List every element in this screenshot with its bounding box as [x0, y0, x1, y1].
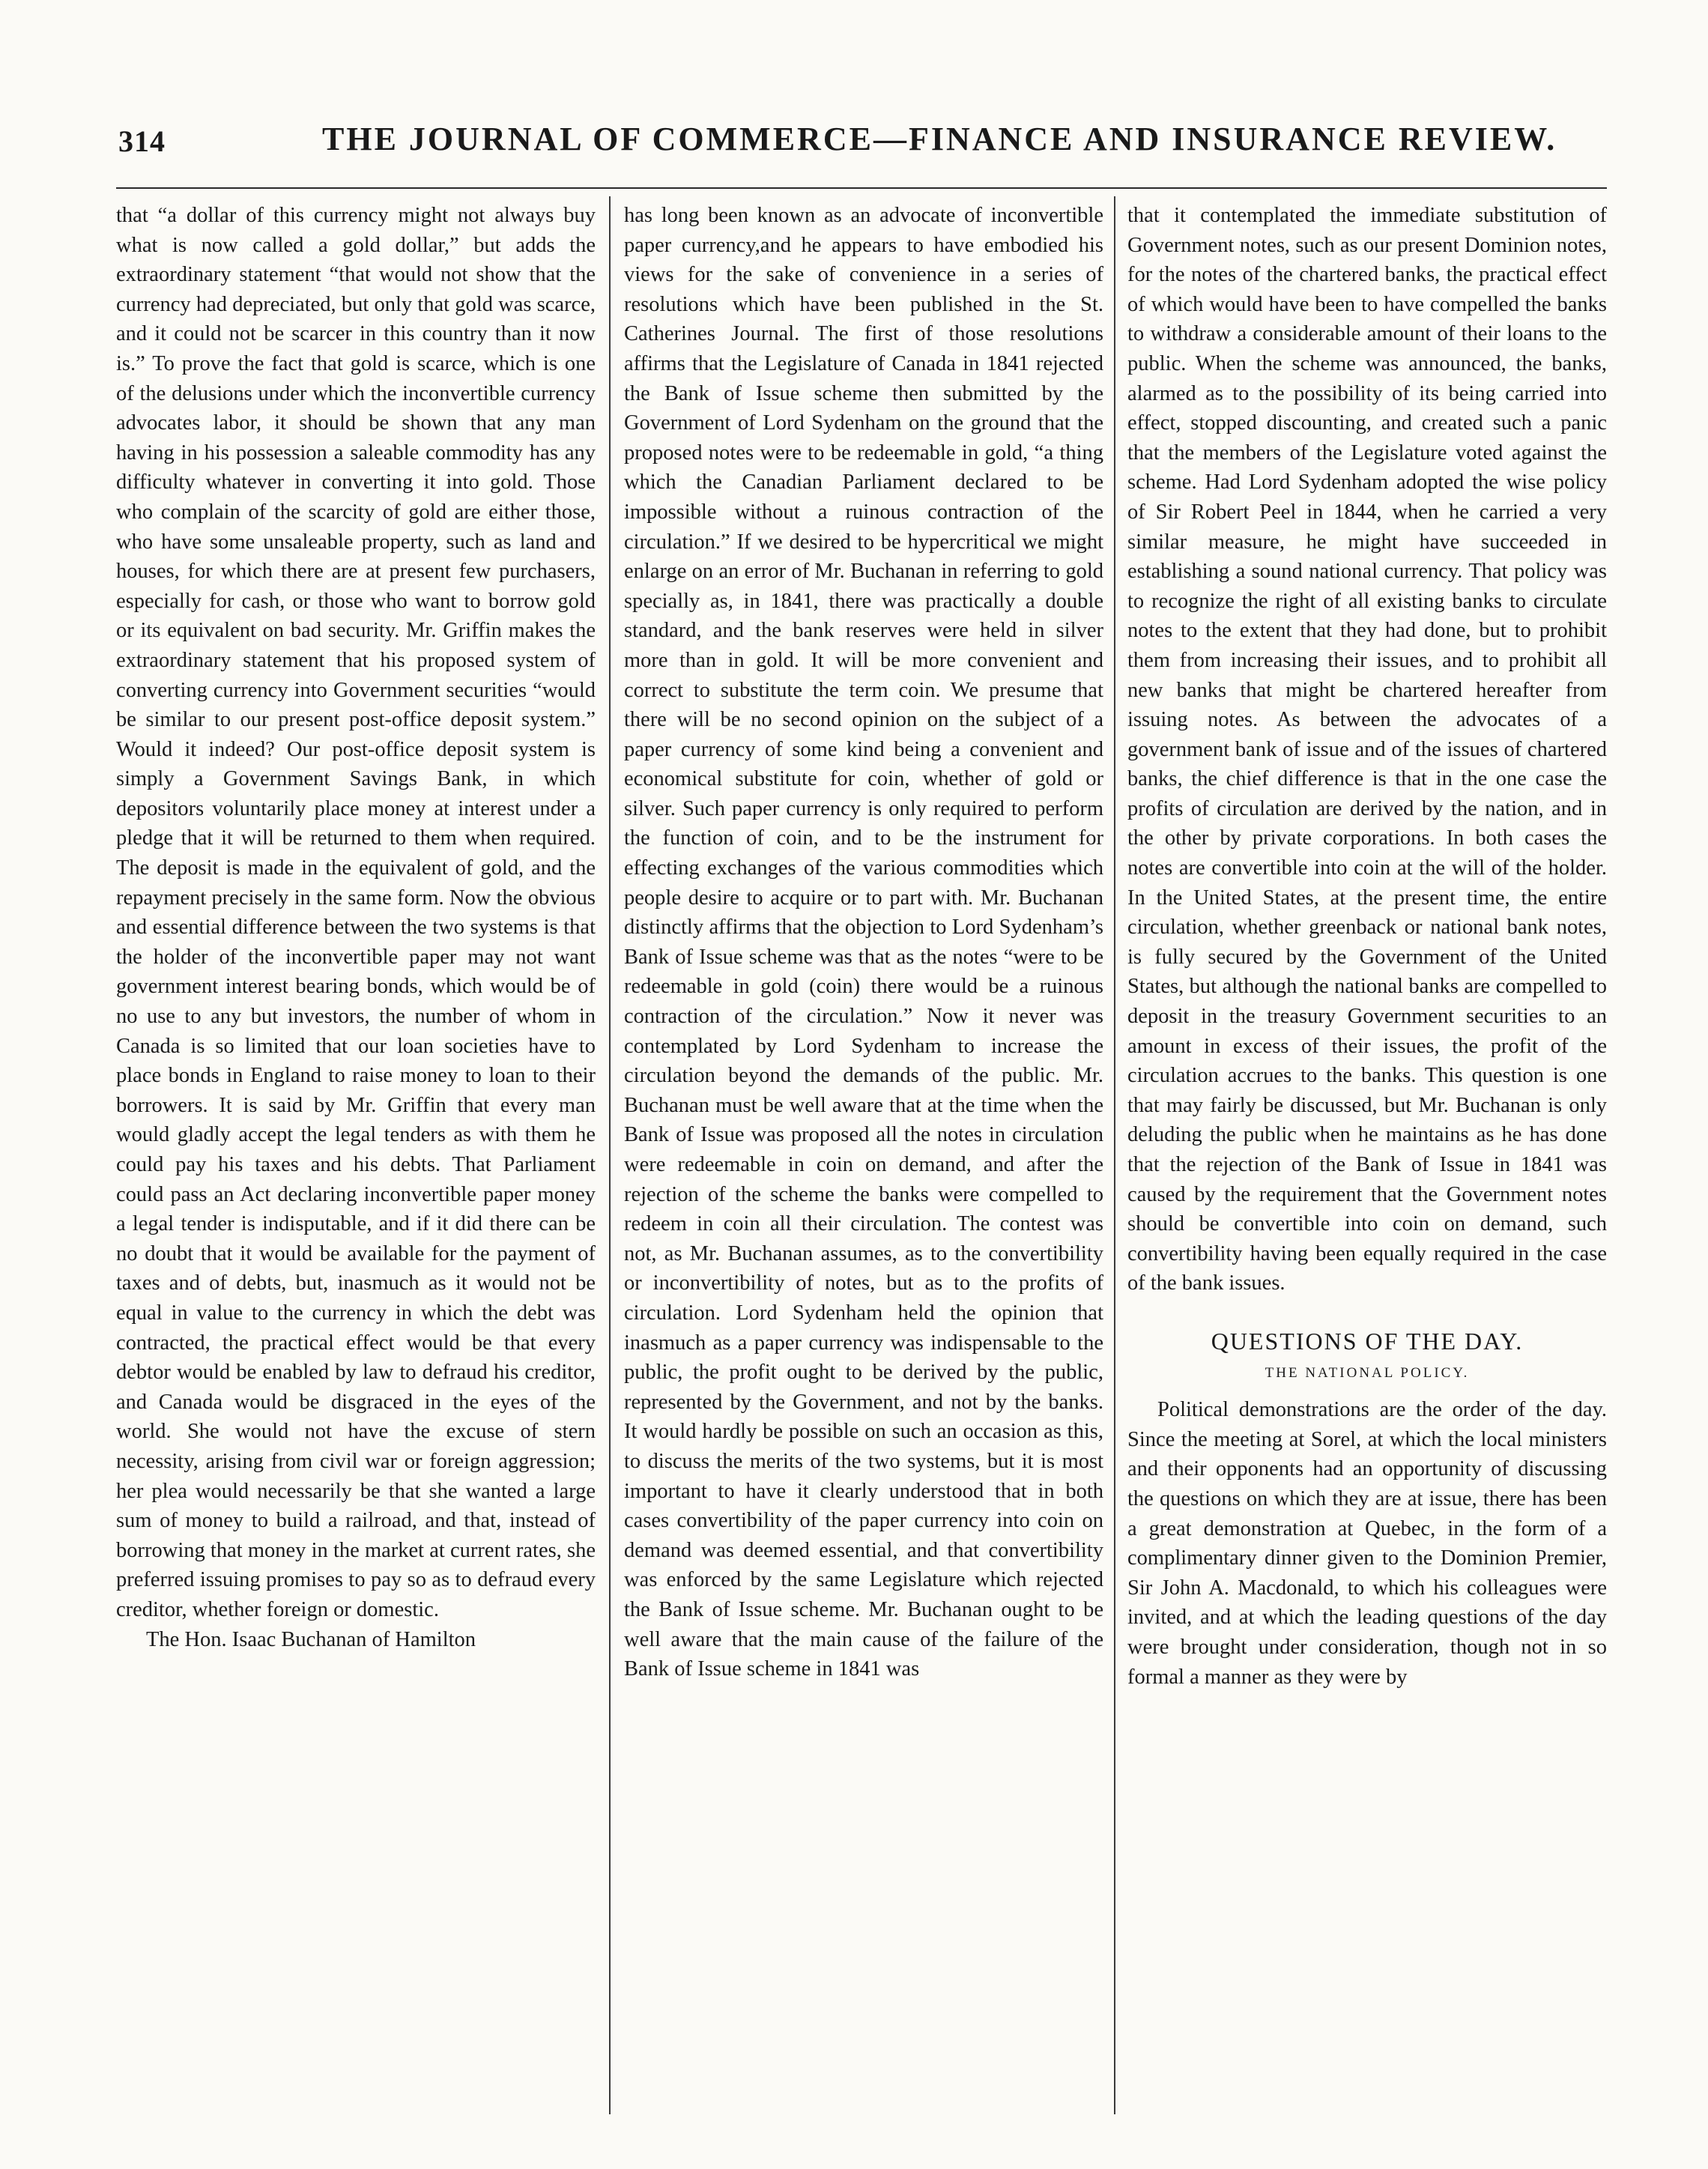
header-rule — [116, 187, 1607, 189]
body-paragraph: The Hon. Isaac Buchanan of Hamilton — [146, 1627, 476, 1651]
running-title: THE JOURNAL OF COMMERCE—FINANCE AND INSURANCE REVIEW. — [322, 121, 1557, 157]
column-divider — [609, 196, 611, 2114]
body-paragraph: that “a dollar of this currency might not always buy what is now called a gold dollar,” but adds the extraordinary statement “that would not show that the currency had depreciated, but only that gold was scarce, and it could not be scarcer in this country than it now is.” To prove the fact that gold is scarce, which is one of the delusions under which the inconvertible currency advocates labor, it should be shown that any man having in his possession a saleable commodity has any difficulty whatever in converting it into gold. Those who complain of the scarcity of gold are either those, who have some unsaleable property, such as land and houses, for which there are at present few purchasers, especially for cash, or those who want to borrow gold or its equivalent on bad security. Mr. Griffin makes the extraordinary statement that his proposed system of converting currency into Government securities “would be similar to our present post-office deposit system.” Would it indeed? Our post-office deposit system is simply a Government Savings Bank, in which depositors voluntarily place money at interest under a pledge that it will be returned to them when required. The deposit is made in the equivalent of gold, and the repayment precisely in the same form. Now the obvious and essential difference between the two systems is that the holder of the inconvertible paper may not want government interest bearing bonds, which would be of no use to any but investors, the number of whom in Canada is so limited that our loan societies have to place bonds in England to raise money to loan to their borrowers. It is said by Mr. Griffin that every man would gladly accept the legal tenders as with them he could pay his taxes and his debts. That Parliament could pass an Act declaring inconvertible paper money a legal tender is indisputable, and if it did there can be no doubt that it would be available for the payment of taxes and of debts, but, inasmuch as it would not be equal in value to the currency in which the debt was contracted, the practical effect would be that every debtor would be enabled by law to defraud his creditor, and Canada would be disgraced in the eyes of the world. She would not have the excuse of stern necessity, arising from civil war or foreign aggression; her plea would necessarily be that she wanted a large sum of money to build a railroad, and that, instead of borrowing that money in the market at current rates, she preferred issuing promises to pay so as to defraud every creditor, whether foreign or domestic. — [116, 204, 596, 1621]
column-2 — [624, 201, 1103, 1684]
body-paragraph: has long been known as an advocate of inconvertible paper currency,and he appears to have embodied his views for the sake of convenience in a series of resolutions which have been published in the St. Catherines Journal. The first of those resolutions affirms that the Legislature of Canada in 1841 rejected the Bank of Issue scheme then submitted by the Government of Lord Sydenham on the ground that the proposed notes were to be redeemable in gold, “a thing which the Canadian Parliament declared to be impossible without a ruinous contraction of the circulation.” If we desired to be hypercritical we might enlarge on an error of Mr. Buchanan in referring to gold specially as, in 1841, there was practically a double standard, and the bank reserves were held in silver more than in gold. It will be more convenient and correct to substitute the term coin. We presume that there will be no second opinion on the subject of a paper currency of some kind being a convenient and economical substitute for coin, whether of gold or silver. Such paper currency is only required to perform the function of coin, and to be the instrument for effecting exchanges of the various commodities which people desire to acquire or to part with. Mr. Buchanan distinctly affirms that the objection to Lord Sydenham’s Bank of Issue scheme was that as the notes “were to be redeemable in gold (coin) there would be a ruinous contraction of the circulation.” Now it never was contemplated by Lord Sydenham to increase the circulation beyond the demands of the public. Mr. Buchanan must be well aware that at the time when the Bank of Issue was proposed all the notes in circulation were redeemable in coin on demand, and after the rejection of the scheme the banks were compelled to redeem in coin all their circulation. The contest was not, as Mr. Buchanan assumes, as to the convertibility or inconvertibility of notes, but as to the profits of circulation. Lord Sydenham held the opinion that inasmuch as a paper currency was indispensable to the public, the profit ought to be derived by the public, represented by the Government, and not by the banks. It would hardly be possible on such an occasion as this, to discuss the merits of the two systems, but it is most important to have it clearly understood that in both cases convertibility of the paper currency into coin on demand was deemed essential, and that convertibility was enforced by the same Legislature which rejected the Bank of Issue scheme. Mr. Buchanan ought to be well aware that the main cause of the failure of the Bank of Issue scheme in 1841 was — [624, 204, 1103, 1681]
body-paragraph: Political demonstrations are the order of the day. Since the meeting at Sorel, at which the local ministers and their opponents had an opportunity of discussing the questions on which they are at issue, there has been a great demonstration at Quebec, in the form of a complimentary dinner given to the Dominion Premier, Sir John A. Macdonald, to which his colleagues were invited, and at which the leading questions of the day were brought under consideration, though not in so formal a manner as they were by — [1127, 1398, 1607, 1689]
column-3 — [1127, 201, 1607, 1692]
section-subheading: THE NATIONAL POLICY. — [1265, 1364, 1470, 1381]
page-number: 314 — [118, 124, 166, 158]
column-divider — [1114, 196, 1115, 2114]
column-1 — [116, 201, 596, 1654]
section-heading: QUESTIONS OF THE DAY. — [1211, 1327, 1524, 1355]
body-paragraph: that it contemplated the immediate substitution of Government notes, such as our present Dominion notes, for the notes of the chartered banks, the practical effect of which would have been to have compelled the banks to withdraw a considerable amount of their loans to the public. When the scheme was announced, the banks, alarmed as to the possibility of its being carried into effect, stopped discounting, and created such a panic that the members of the Legislature voted against the scheme. Had Lord Sydenham adopted the wise policy of Sir Robert Peel in 1844, when he carried a very similar measure, he might have succeeded in establishing a sound national currency. That policy was to recognize the right of all existing banks to circulate notes to the extent that they had done, but to prohibit them from increasing their issues, and to prohibit all new banks that might be chartered hereafter from issuing notes. As between the advocates of a government bank of issue and of the issues of chartered banks, the chief difference is that in the one case the profits of circulation are derived by the nation, and in the other by private corporations. In both cases the notes are convertible into coin at the will of the holder. In the United States, at the present time, the entire circulation, whether greenback or national bank notes, is fully secured by the Government of the United States, but although the national banks are compelled to deposit in the treasury Government securities to an amount in excess of their issues, the profit of the circulation accrues to the banks. This question is one that may fairly be discussed, but Mr. Buchanan is only deluding the public when he maintains as he has done that the rejection of the Bank of Issue in 1841 was caused by the requirement that the Government notes should be convertible into coin on demand, such convertibility having been equally required in the case of the bank issues. — [1127, 204, 1607, 1295]
